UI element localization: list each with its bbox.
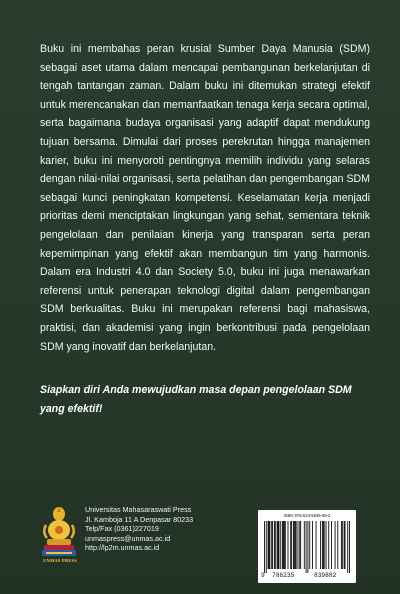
barcode-digit-group-left: 786235 (272, 572, 295, 579)
barcode-bar (288, 521, 289, 569)
barcode-bar (291, 521, 292, 569)
barcode-bar (290, 521, 291, 569)
barcode-bar (341, 521, 342, 569)
publisher-info (85, 505, 193, 553)
barcode-bar (280, 521, 281, 569)
barcode-bar (299, 521, 300, 569)
isbn-barcode (258, 510, 356, 583)
blurb-tagline: Siapkan diri Anda mewujudkan masa depan pengelolaan SDM yang efektif! (40, 384, 352, 415)
barcode-bar (283, 521, 284, 569)
barcode-bar (326, 521, 327, 569)
barcode-bar (274, 521, 275, 569)
barcode-bar (309, 521, 310, 569)
barcode-bar (307, 521, 308, 573)
barcode-bar (275, 521, 276, 569)
barcode-bar (323, 521, 324, 569)
barcode-bar (347, 521, 348, 573)
barcode-bar (335, 521, 336, 569)
isbn-label: ISBN 978-623-5836-88-2 (283, 513, 331, 518)
barcode-bar (271, 521, 272, 569)
logo-caption: UNMAS PRESS (43, 558, 77, 563)
publisher-email: unmaspress@unmas.ac.id (85, 533, 171, 543)
barcode-bar (278, 521, 279, 569)
barcode-bar (320, 521, 321, 569)
barcode-bar (264, 521, 265, 573)
barcode-digit-group-right: 839882 (314, 572, 337, 579)
barcode-bar (344, 521, 345, 569)
barcode-bar (306, 521, 307, 573)
barcode-bar (282, 521, 283, 569)
publisher-address: Jl. Kamboja 11 A Denpasar 80233 (85, 514, 194, 524)
barcode-bar (312, 521, 313, 569)
barcode-bar (331, 521, 332, 569)
barcode-digits (258, 572, 356, 582)
barcode-bar (300, 521, 301, 569)
barcode-bars (264, 521, 350, 573)
barcode-bar (295, 521, 296, 569)
barcode-bar (322, 521, 323, 569)
barcode-bar (342, 521, 343, 569)
barcode-bar (284, 521, 285, 569)
barcode-bar (349, 521, 350, 573)
barcode-bar (285, 521, 286, 569)
barcode-bar (269, 521, 270, 569)
barcode-bar (294, 521, 295, 569)
blurb-text (40, 40, 370, 356)
barcode-bar (337, 521, 338, 569)
barcode-bar (297, 521, 298, 569)
barcode-bar (269, 521, 270, 569)
barcode-bar (316, 521, 317, 569)
publisher-name: Universitas Mahasaraswati Press (85, 505, 192, 514)
barcode-bar (266, 521, 267, 573)
barcode-bar (345, 521, 346, 569)
barcode-bar (278, 521, 279, 569)
barcode-bar (268, 521, 269, 569)
unmas-press-logo (40, 505, 78, 559)
barcode-bar (277, 521, 278, 569)
barcode-bar (328, 521, 329, 569)
publisher-web: http://lp2m.unmas.ac.id (85, 543, 160, 553)
barcode-bar (304, 521, 305, 569)
publisher-phone: Telp/Fax (0361)227019 (85, 524, 159, 534)
blurb-paragraph: Buku ini membahas peran krusial Sumber Daya Manusia (SDM) sebagai aset utama dalam mencapai pembangunan berkelanjutan di tengah tantangan zaman. Dalam buku ini ditemukan strategi efektif untuk merencanakan dan memanfaatkan tenaga kerja secara optimal, serta bagaimana budaya organisasi yang adaptif dapat mendukung tujuan bersama. Dimulai dari proses perekrutan hingga manajemen karier, buku ini menyoroti pentingnya memilih individu yang selaras dengan nilai-nilai organisasi, serta pelatihan dan pengembangan SDM sebagai kunci peningkatan kompetensi. Keselamatan kerja menjadi prioritas demi menciptakan lingkungan yang sehat, sementara teknik pengelolaan dan penilaian kinerja yang transparan serta peran kepemimpinan yang efektif akan membangun tim yang harmonis. Dalam era Industri 4.0 dan Society 5.0, buku ini juga menawarkan referensi untuk penerapan teknologi digital dalam pengembangan SDM berkualitas. Buku ini merupakan referensi bagi mahasiswa, praktisi, dan akademisi yang ingin berkontribusi pada pengelolaan SDM yang inovatif dan berkelanjutan. (40, 43, 370, 353)
barcode-bar (272, 521, 273, 569)
barcode-bar (324, 521, 325, 569)
barcode-digit-first: 9 (261, 572, 265, 579)
barcode-bar (296, 521, 297, 569)
barcode-bar (293, 521, 294, 569)
